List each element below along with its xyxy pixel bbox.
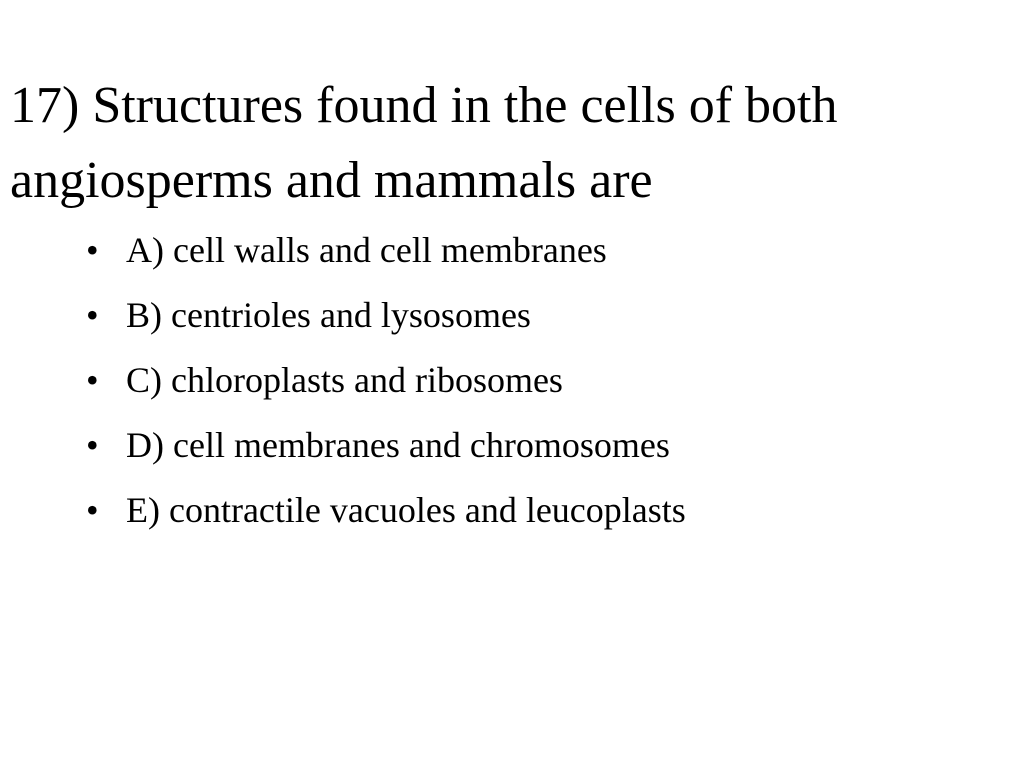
answer-option-b-text: B) centrioles and lysosomes — [126, 295, 531, 335]
bullet-icon: • — [86, 425, 99, 465]
answer-option-c-text: C) chloroplasts and ribosomes — [126, 360, 563, 400]
question-title-line-1: 17) Structures found in the cells of both — [10, 77, 838, 134]
bullet-icon: • — [86, 360, 99, 400]
question-title — [10, 68, 1020, 218]
answer-option-a-text: A) cell walls and cell membranes — [126, 230, 607, 270]
answer-options-list — [86, 228, 1006, 553]
bullet-icon: • — [86, 295, 99, 335]
bullet-icon: • — [86, 490, 99, 530]
answer-option-b — [86, 293, 1006, 337]
answer-option-a — [86, 228, 1006, 272]
bullet-icon: • — [86, 230, 99, 270]
answer-option-c — [86, 358, 1006, 402]
question-title-line-2: angiosperms and mammals are — [10, 152, 653, 209]
answer-option-e — [86, 488, 1006, 532]
answer-option-d — [86, 423, 1006, 467]
answer-option-e-text: E) contractile vacuoles and leucoplasts — [126, 490, 686, 530]
answer-option-d-text: D) cell membranes and chromosomes — [126, 425, 670, 465]
